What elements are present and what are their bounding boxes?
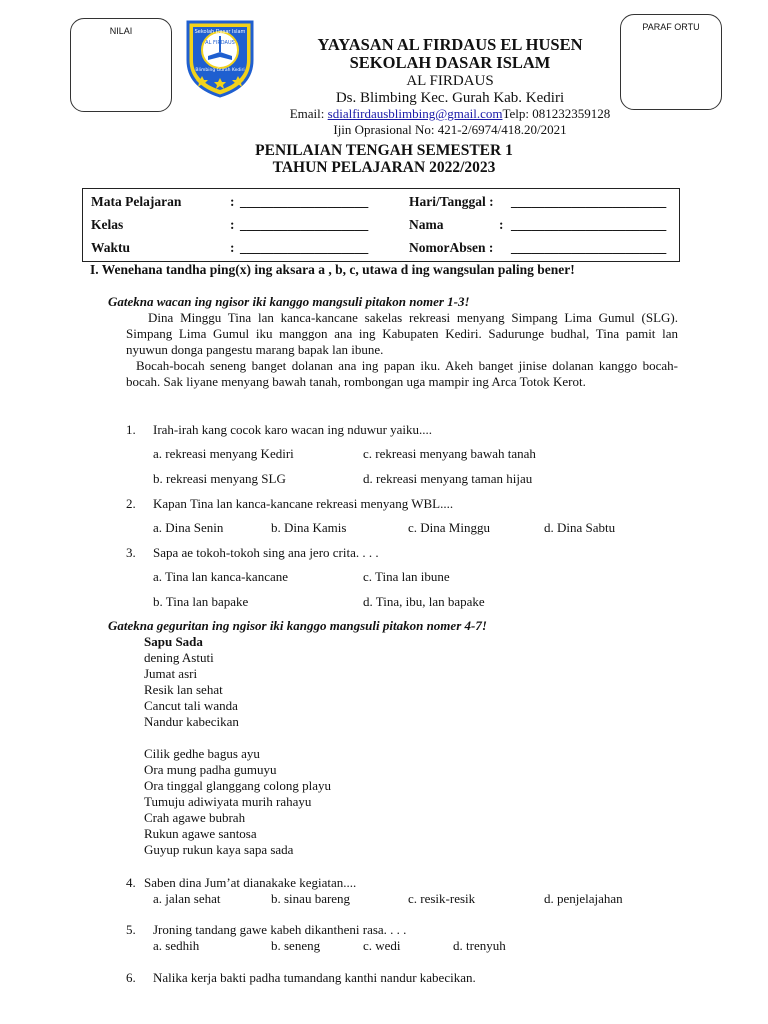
label-hari-tanggal: Hari/Tanggal : [409,194,494,209]
nilai-box [70,18,172,112]
poem-line: dening Astuti [144,650,214,665]
student-info-box [82,188,680,262]
option-d[interactable]: d. trenyuh [453,938,506,953]
question-text: Saben dina Jum’at dianakake kegiatan.... [144,875,357,890]
label-nama: Nama [409,217,444,232]
poem-line: Crah agawe bubrah [144,810,246,825]
question-number: 1. [126,422,136,437]
poem-line: Cilik gedhe bagus ayu [144,746,260,761]
school-title: AL FIRDAUS [406,73,494,89]
blank-hari-tanggal[interactable]: _______________________ [511,194,667,209]
option-d[interactable]: d. Dina Sabtu [544,520,616,535]
label-waktu: Waktu [91,240,131,255]
poem-line: Ora tinggal glanggang colong playu [144,778,332,793]
poem-line: Tumuju adiwiyata murih rahayu [144,794,312,809]
paraf-ortu-label: PARAF ORTU [642,22,700,32]
section-instruction: I. Wenehana tandha ping(x) ing aksara a , b, c, utawa d ing wangsulan paling bener! [90,262,575,277]
question-number: 6. [126,970,136,985]
poem-line: Rukun agawe santosa [144,826,257,841]
question-text: Sapa ae tokoh-tokoh sing ana jero crita. . . . [153,545,379,560]
contact-line [230,106,670,121]
question-text: Irah-irah kang cocok karo wacan ing nduwur yaiku.... [153,422,433,437]
poem-instruction: Gatekna geguritan ing ngisor iki kanggo mangsuli pitakon nomer 4-7! [108,618,487,633]
blank-kelas[interactable]: ___________________ [240,217,369,232]
question-number: 4. [126,875,136,890]
exam-title: PENILAIAN TENGAH SEMESTER 1 [255,142,513,159]
option-b[interactable]: b. Tina lan bapake [153,594,249,609]
option-b[interactable]: b. Dina Kamis [271,520,347,535]
question-number: 2. [126,496,136,511]
poem-title: Sapu Sada [144,634,203,649]
option-a[interactable]: a. Dina Senin [153,520,224,535]
blank-nomor-absen[interactable]: _______________________ [511,240,667,255]
option-c[interactable]: c. wedi [363,938,401,953]
option-a[interactable]: a. jalan sehat [153,891,221,906]
option-b[interactable]: b. seneng [271,938,321,953]
poem-line: Jumat asri [144,666,198,681]
nilai-label: NILAI [109,26,133,36]
email-label: Email: [289,106,328,121]
option-a[interactable]: a. sedhih [153,938,200,953]
reading-paragraph-2: Bocah-bocah seneng banget dolanan ana ing papan iku. Akeh banget jinise dolanan kanggo bocah-bocah. Sak liyane menyang bawah tanah, rombongan uga mampir ing Arca Totok Kerot. [126,358,678,389]
colon: : [230,194,235,209]
label-mata-pelajaran: Mata Pelajaran [91,194,182,209]
school-name: SEKOLAH DASAR ISLAM [349,53,551,72]
poem-line: Nandur kabecikan [144,714,239,729]
option-a[interactable]: a. rekreasi menyang Kediri [153,446,294,461]
option-b[interactable]: b. sinau bareng [271,891,351,906]
reading-instruction: Gatekna wacan ing ngisor iki kanggo mangsuli pitakon nomer 1-3! [108,294,470,309]
option-d[interactable]: d. rekreasi menyang taman hijau [363,471,533,486]
blank-mata-pelajaran[interactable]: ___________________ [240,194,369,209]
question-text: Kapan Tina lan kanca-kancane rekreasi menyang WBL.... [153,496,454,511]
school-address: Ds. Blimbing Kec. Gurah Kab. Kediri [335,90,565,106]
poem-line: Ora mung padha gumuyu [144,762,277,777]
colon: : [499,217,504,232]
poem-stanza-1 [144,650,239,730]
option-c[interactable]: c. resik-resik [408,891,476,906]
logo-mid-text: AL FIRDAUS [205,40,235,46]
blank-nama[interactable]: _______________________ [511,217,667,232]
colon: : [230,240,235,255]
label-nomor-absen: NomorAbsen : [409,240,494,255]
foundation-name: YAYASAN AL FIRDAUS EL HUSEN [317,35,583,54]
option-c[interactable]: c. rekreasi menyang bawah tanah [363,446,536,461]
option-a[interactable]: a. Tina lan kanca-kancane [153,569,289,584]
reading-paragraph-1: Dina Minggu Tina lan kanca-kancane sakelas rekreasi menyang Simpang Lima Gumul (SLG). Simpang Lima Gumul iku manggon ana ing Kabupaten Kediri. Sadurunge budhal, Tina pamit lan nyuwun donga pangestu marang bapak lan ibune. [126,310,678,357]
phone-number: Telp: 081232359128 [502,106,611,121]
poem-line: Cancut tali wanda [144,698,238,713]
question-text: Jroning tandang gawe kabeh dikantheni rasa. . . . [153,922,407,937]
email-link[interactable]: sdialfirdausblimbing@gmail.com [327,106,503,121]
poem-line: Resik lan sehat [144,682,223,697]
logo-bottom-text: Blimbing Gurah Kediri [195,68,245,73]
question-text: Nalika kerja bakti padha tumandang kanthi nandur kabecikan. [153,970,476,985]
option-d[interactable]: d. Tina, ibu, lan bapake [363,594,485,609]
blank-waktu[interactable]: ___________________ [240,240,369,255]
academic-year: TAHUN PELAJARAN 2022/2023 [272,159,496,176]
option-c[interactable]: c. Dina Minggu [408,520,490,535]
logo-top-text: Sekolah Dasar Islam [194,29,246,35]
label-kelas: Kelas [91,217,124,232]
option-d[interactable]: d. penjelajahan [544,891,623,906]
question-number: 5. [126,922,136,937]
poem-line: Guyup rukun kaya sapa sada [144,842,294,857]
poem-stanza-2 [144,746,331,858]
option-b[interactable]: b. rekreasi menyang SLG [153,471,286,486]
permit-number: Ijin Oprasional No: 421-2/6974/418.20/2021 [333,122,567,137]
option-c[interactable]: c. Tina lan ibune [363,569,450,584]
question-number: 3. [126,545,136,560]
colon: : [230,217,235,232]
